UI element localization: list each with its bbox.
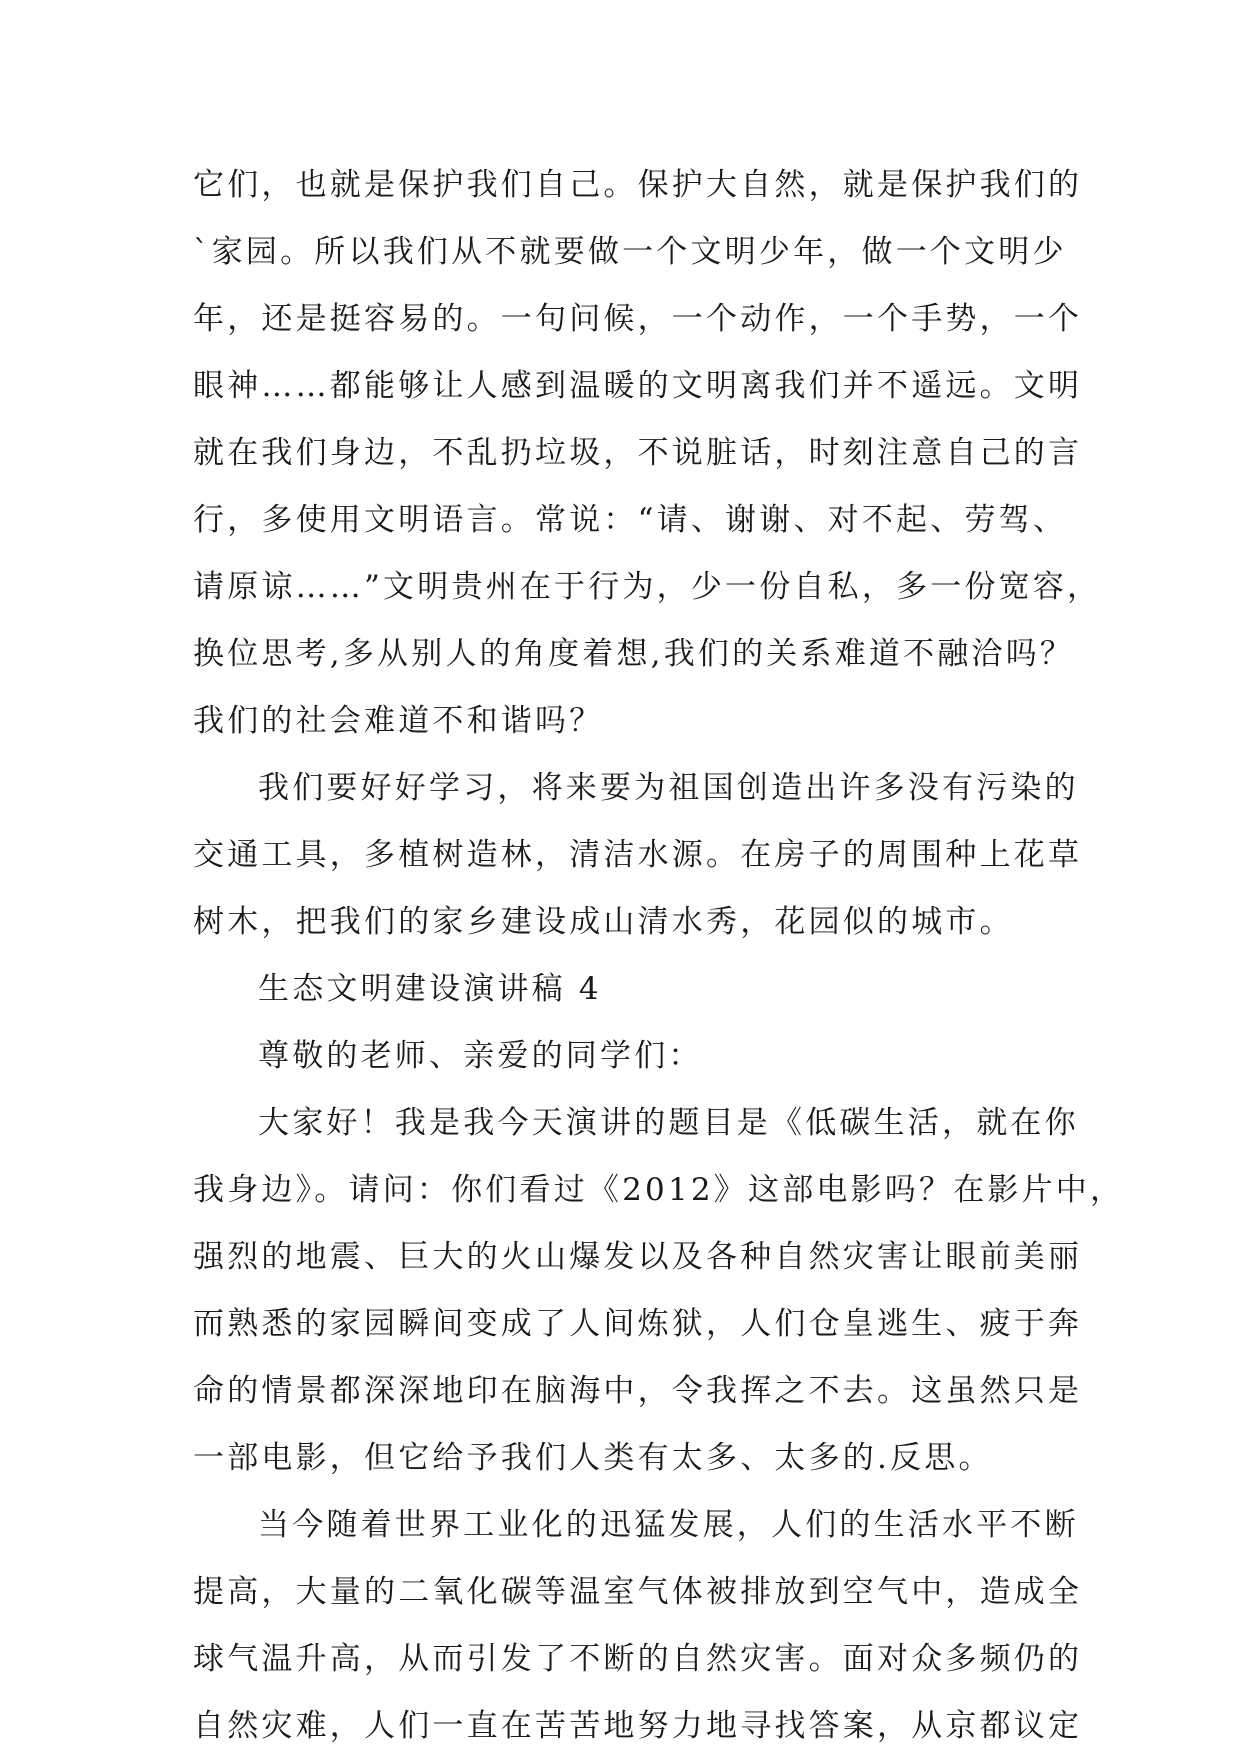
text-line: 交通工具，多植树造林，清洁水源。在房子的周围种上花草 [193, 837, 1083, 873]
document-page [193, 152, 1125, 1760]
text-line: 我身边》。请问：你们看过《2012》这部电影吗？在影片中， [193, 1172, 1125, 1208]
text-line: 强烈的地震、巨大的火山爆发以及各种自然灾害让眼前美丽 [193, 1239, 1083, 1275]
section-title: 生态文明建设演讲稿 4 [258, 971, 602, 1007]
text-line: `家园。所以我们从不就要做一个文明少年，做一个文明少 [193, 234, 1067, 270]
text-line: 提高，大量的二氧化碳等温室气体被排放到空气中，造成全 [193, 1574, 1083, 1610]
text-line: 自然灾难，人们一直在苦苦地努力地寻找答案，从京都议定 [193, 1708, 1083, 1744]
text-line: 行，多使用文明语言。常说：“请、谢谢、对不起、劳驾、 [193, 502, 1068, 538]
text-line: 眼神……都能够让人感到温暖的文明离我们并不遥远。文明 [193, 368, 1083, 404]
text-line: 命的情景都深深地印在脑海中，令我挥之不去。这虽然只是 [193, 1373, 1083, 1409]
text-line: 而熟悉的家园瞬间变成了人间炼狱，人们仓皇逃生、疲于奔 [193, 1306, 1083, 1342]
paragraph-start-line: 大家好！我是我今天演讲的题目是《低碳生活，就在你 [258, 1105, 1079, 1141]
salutation: 尊敬的老师、亲爱的同学们： [258, 1038, 703, 1074]
text-line: 它们，也就是保护我们自己。保护大自然，就是保护我们的 [193, 167, 1083, 203]
text-line: 年，还是挺容易的。一句问候，一个动作，一个手势，一个 [193, 301, 1083, 337]
text-line: 就在我们身边，不乱扔垃圾，不说脏话，时刻注意自己的言 [193, 435, 1083, 471]
text-line: 树木，把我们的家乡建设成山清水秀，花园似的城市。 [193, 904, 1014, 940]
text-line: 换位思考,多从别人的角度着想,我们的关系难道不融洽吗？ [193, 636, 1075, 672]
paragraph-start-line: 我们要好好学习，将来要为祖国创造出许多没有污染的 [258, 770, 1079, 806]
text-line: 球气温升高，从而引发了不断的自然灾害。面对众多频仍的 [193, 1641, 1083, 1677]
text-line: 请原谅……”文明贵州在于行为，少一份自私，多一份宽容， [193, 569, 1102, 605]
text-line: 一部电影，但它给予我们人类有太多、太多的.反思。 [193, 1440, 993, 1476]
text-line: 我们的社会难道不和谐吗？ [193, 703, 604, 739]
paragraph-start-line: 当今随着世界工业化的迅猛发展，人们的生活水平不断 [258, 1507, 1079, 1543]
